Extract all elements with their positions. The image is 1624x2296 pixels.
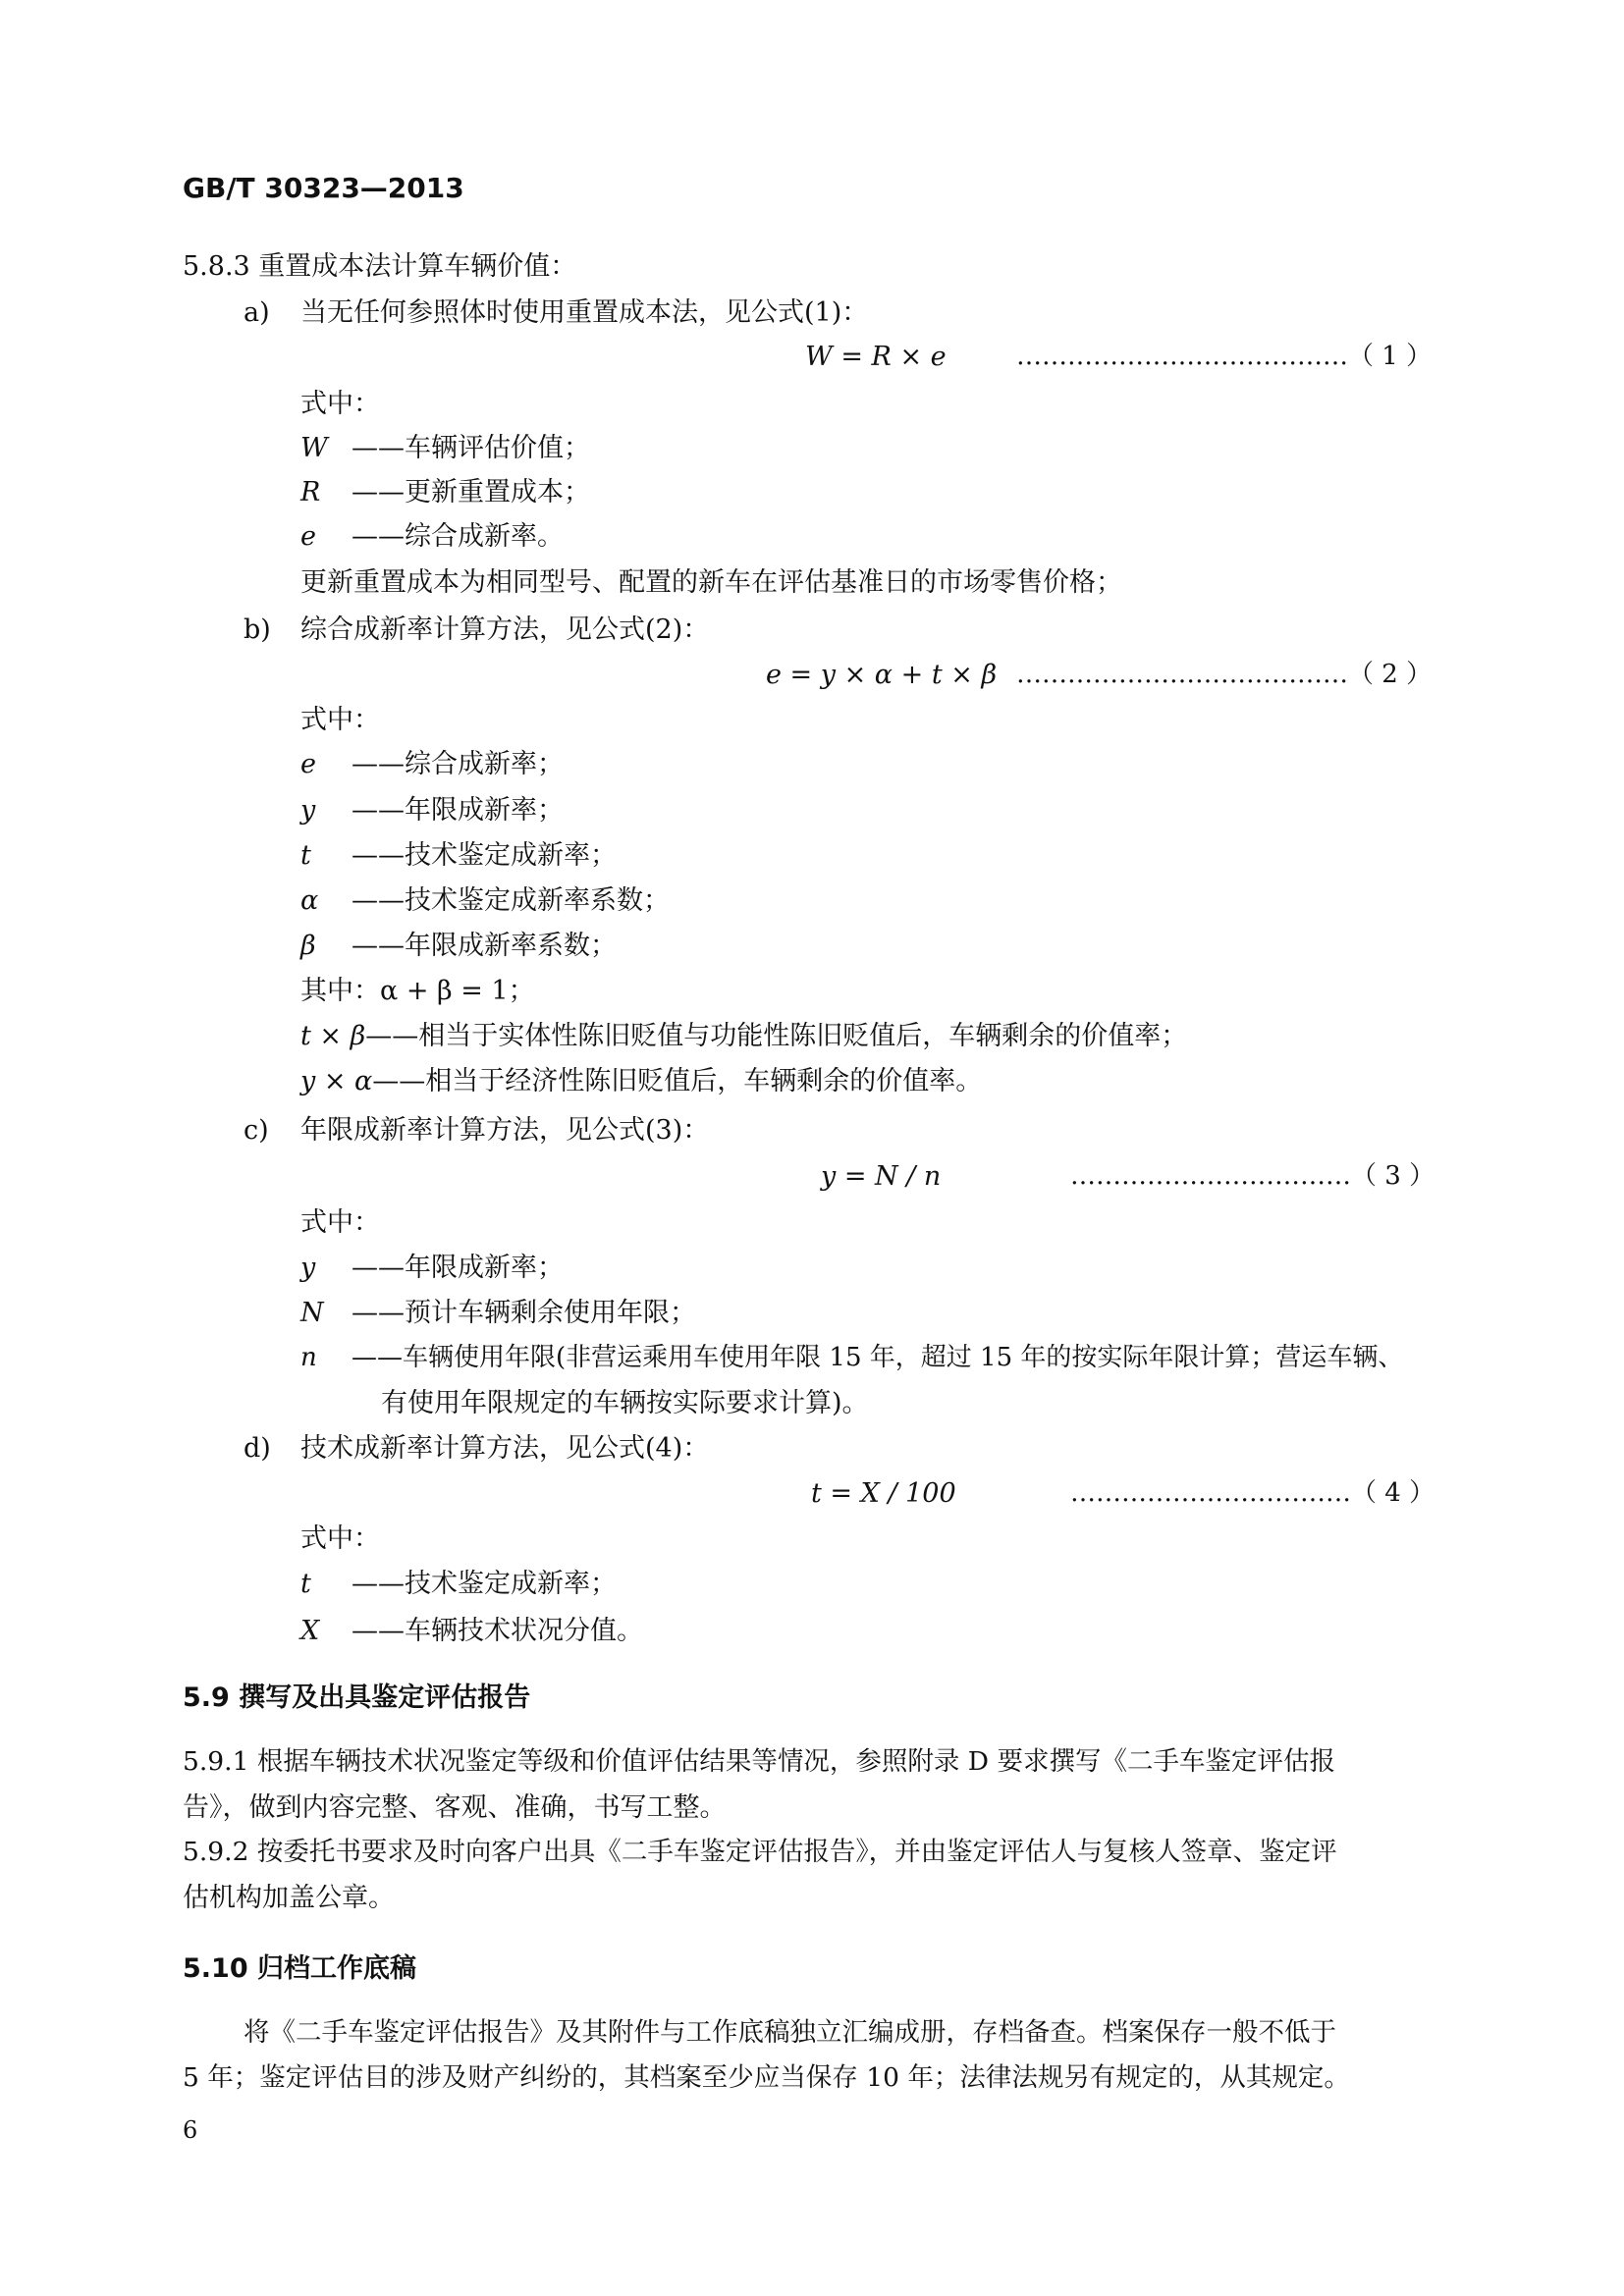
item-d-marker: d) <box>244 1433 271 1464</box>
formula-2: e = y × α + t × β <box>766 660 998 690</box>
formula-1-ref: …………………………………（ 1 ） <box>1016 342 1433 371</box>
def-b-t: t ——技术鉴定成新率； <box>300 840 617 871</box>
formula-3-ref: ……………………………（ 3 ） <box>1070 1161 1435 1191</box>
def-d-X: X ——车辆技术状况分值。 <box>300 1616 643 1646</box>
def-b-y-alpha: y × α——相当于经济性陈旧贬值后，车辆剩余的价值率。 <box>300 1066 983 1096</box>
formula-3: y = N / n <box>821 1161 942 1192</box>
item-b-text: 综合成新率计算方法，见公式(2)： <box>300 614 710 645</box>
def-a-R: R ——更新重置成本； <box>300 477 590 507</box>
section-5-8-3-heading: 5.8.3 重置成本法计算车辆价值： <box>183 251 577 282</box>
item-c-marker: c) <box>244 1115 269 1146</box>
formula-1: W = R × e <box>805 342 947 372</box>
constraint-alpha-beta: 其中：α + β = 1； <box>300 976 535 1006</box>
para-5-9-1-line1: 5.9.1 根据车辆技术状况鉴定等级和价值评估结果等情况，参照附录 D 要求撰写《二手车鉴定评估报 <box>183 1746 1335 1777</box>
page-number: 6 <box>183 2116 198 2144</box>
para-5-10-line2: 5 年；鉴定评估目的涉及财产纠纷的，其档案至少应当保存 10 年；法律法规另有规定的，从其规定。 <box>183 2062 1350 2093</box>
item-a-text: 当无任何参照体时使用重置成本法，见公式(1)： <box>300 297 869 328</box>
def-c-N: N ——预计车辆剩余使用年限； <box>300 1298 696 1328</box>
def-a-W: W ——车辆评估价值； <box>300 433 590 463</box>
def-a-e: e ——综合成新率。 <box>300 521 564 552</box>
item-a-marker: a) <box>244 297 270 328</box>
where-label-d: 式中： <box>300 1523 380 1554</box>
section-5-10-heading: 5.10 归档工作底稿 <box>183 1953 417 1984</box>
formula-2-ref: …………………………………（ 2 ） <box>1016 660 1433 689</box>
note-replacement-cost: 更新重置成本为相同型号、配置的新车在评估基准日的市场零售价格； <box>300 567 1122 598</box>
standard-number: GB/T 30323—2013 <box>183 172 464 204</box>
where-label-b: 式中： <box>300 705 380 735</box>
def-b-alpha: α ——技术鉴定成新率系数； <box>300 885 670 916</box>
where-label-c: 式中： <box>300 1207 380 1238</box>
item-b-marker: b) <box>244 614 271 645</box>
item-d-text: 技术成新率计算方法，见公式(4)： <box>300 1433 710 1464</box>
def-c-n: n ——车辆使用年限(非营运乘用车使用年限 15 年，超过 15 年的按实际年限计算；营运车辆、 <box>300 1343 1404 1372</box>
def-b-e: e ——综合成新率； <box>300 749 564 779</box>
para-5-9-2-line2: 估机构加盖公章。 <box>183 1883 395 1913</box>
def-d-t: t ——技术鉴定成新率； <box>300 1569 617 1599</box>
def-c-y: y ——年限成新率； <box>300 1253 564 1283</box>
def-c-n-continued: 有使用年限规定的车辆按实际要求计算)。 <box>381 1388 869 1418</box>
where-label-a: 式中： <box>300 389 380 419</box>
def-b-beta: β ——年限成新率系数； <box>300 931 617 961</box>
formula-4-ref: ……………………………（ 4 ） <box>1070 1478 1435 1508</box>
para-5-10-line1: 将《二手车鉴定评估报告》及其附件与工作底稿独立汇编成册，存档备查。档案保存一般不低于 <box>244 2017 1336 2048</box>
def-b-y: y ——年限成新率； <box>300 795 564 826</box>
item-c-text: 年限成新率计算方法，见公式(3)： <box>300 1115 710 1146</box>
section-5-9-heading: 5.9 撰写及出具鉴定评估报告 <box>183 1682 531 1713</box>
def-b-t-beta: t × β——相当于实体性陈旧贬值与功能性陈旧贬值后，车辆剩余的价值率； <box>300 1021 1188 1051</box>
para-5-9-1-line2: 告》，做到内容完整、客观、准确，书写工整。 <box>183 1792 727 1823</box>
para-5-9-2-line1: 5.9.2 按委托书要求及时向客户出具《二手车鉴定评估报告》，并由鉴定评估人与复核人签章、鉴定评 <box>183 1837 1337 1867</box>
formula-4: t = X / 100 <box>811 1478 956 1509</box>
